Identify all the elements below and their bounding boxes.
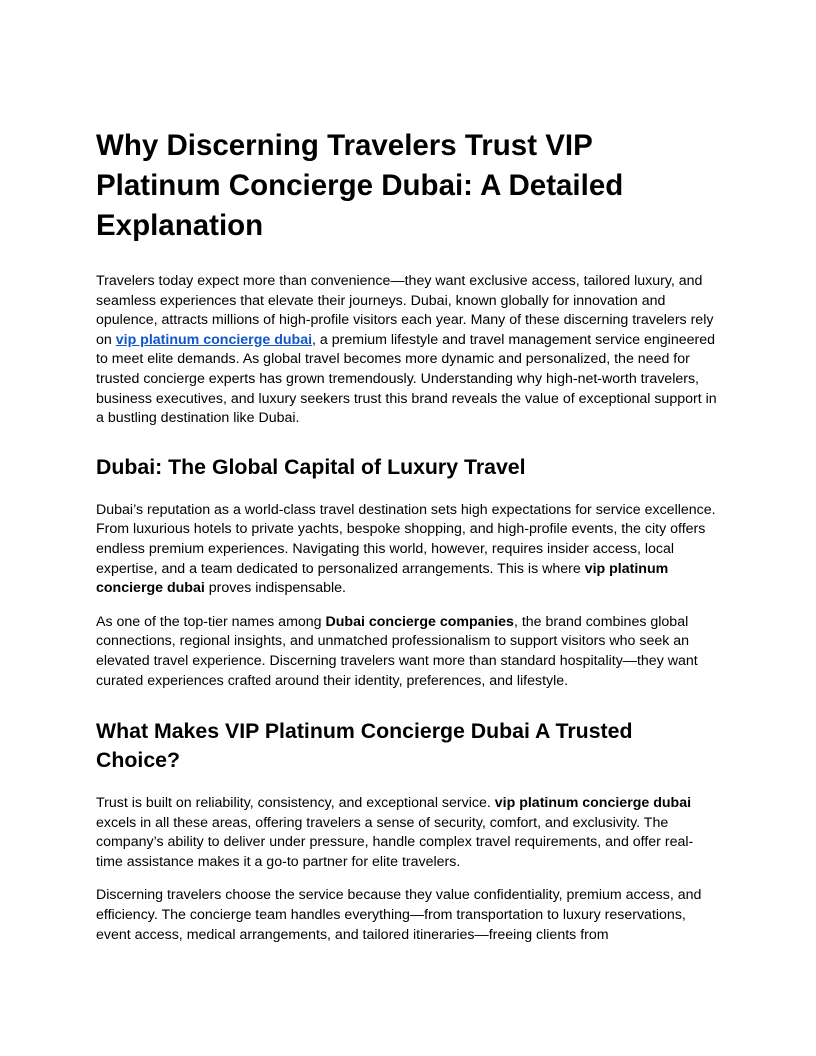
- section1-p1-bold: vip platinum concierge dubai: [96, 560, 669, 597]
- section1-p2-text: As one of the top-tier names among: [96, 613, 326, 630]
- section-heading-trusted-choice: What Makes VIP Platinum Concierge Dubai A Trusted Choice?: [96, 719, 633, 773]
- vip-platinum-concierge-link[interactable]: vip platinum concierge dubai: [115, 331, 313, 348]
- section2-paragraph-2: Discerning travelers choose the service because they value confidentiality, premium access, and efficiency. The concierge team handles everything—from transportation to luxury reservations, event access, medical arrangements, and tailored itineraries—freeing clients from: [96, 887, 702, 943]
- section1-p1-text-end: proves indispensable.: [204, 580, 346, 597]
- section2-paragraph-1: [96, 794, 720, 872]
- intro-text-after-link: , a premium lifestyle and travel management service engineered to meet elite demands. As global travel becomes more dynamic and personalized, the need for trusted concierge experts has grown tremendously. Understanding why high-net-worth travelers, business executives, and luxury seekers trust this brand reveals the value of exceptional support in a bustling destination like Dubai.: [96, 331, 717, 427]
- intro-paragraph: [96, 272, 720, 429]
- document-page: [96, 126, 720, 959]
- section1-p2-text-end: , the brand combines global connections, regional insights, and unmatched professionalism to support visitors who seek an elevated travel experience. Discerning travelers want more than standard hospitality—they want curated experiences crafted around their identity, preferences, and lifestyle.: [96, 613, 698, 689]
- section2-p1-text-end: excels in all these areas, offering travelers a sense of security, comfort, and exclusivity. The company’s ability to deliver under pressure, handle complex travel requirements, and offer real-time assistance makes it a go-to partner for elite travelers.: [96, 814, 694, 870]
- section2-p1-text: Trust is built on reliability, consistency, and exceptional service.: [96, 795, 495, 812]
- section1-p1-text: Dubai’s reputation as a world-class travel destination sets high expectations for service excellence. From luxurious hotels to private yachts, bespoke shopping, and high-profile events, the city offers endless premium experiences. Navigating this world, however, requires insider access, local expertise, and a team dedicated to personalized arrangements. This is where: [96, 501, 716, 577]
- section1-p2-bold: Dubai concierge companies: [325, 613, 514, 630]
- page-title: Why Discerning Travelers Trust VIP Platinum Concierge Dubai: A Detailed Explanation: [96, 129, 624, 242]
- intro-text-before-link: Travelers today expect more than convenience—they want exclusive access, tailored luxury, and seamless experiences that elevate their journeys. Dubai, known globally for innovation and opulence, attracts millions of high-profile visitors each year. Many of these discerning travelers rely on: [96, 273, 714, 348]
- section2-p1-bold: vip platinum concierge dubai: [494, 795, 692, 812]
- section-heading-dubai-luxury: Dubai: The Global Capital of Luxury Travel: [96, 454, 526, 479]
- section1-paragraph-1: [96, 501, 720, 599]
- section1-paragraph-2: [96, 613, 720, 691]
